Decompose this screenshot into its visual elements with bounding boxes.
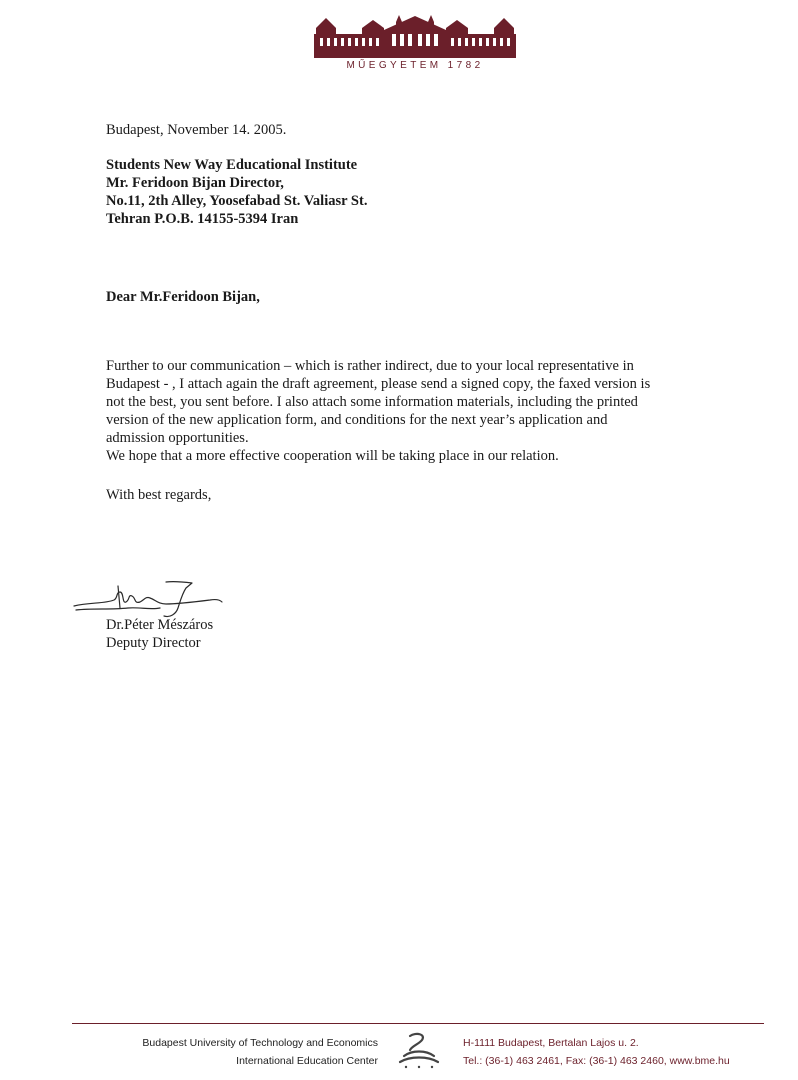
letterhead-logo-text: MŰEGYETEM 1782 bbox=[346, 60, 484, 71]
letter-body bbox=[106, 357, 666, 465]
signer-name: Dr.Péter Mészáros bbox=[106, 617, 214, 633]
letter-date: Budapest, November 14. 2005. bbox=[106, 122, 287, 138]
footer-address: H-1111 Budapest, Bertalan Lajos u. 2. bbox=[463, 1037, 639, 1049]
footer-center-name: International Education Center bbox=[236, 1055, 378, 1067]
bme-emblem-icon bbox=[396, 1030, 442, 1070]
recipient-line: Students New Way Educational Institute bbox=[106, 157, 358, 173]
footer-divider bbox=[72, 1023, 764, 1024]
recipient-line: Tehran P.O.B. 14155-5394 Iran bbox=[106, 211, 299, 227]
signer-title: Deputy Director bbox=[106, 635, 201, 651]
signer-block bbox=[106, 616, 213, 652]
recipient-line: Mr. Feridoon Bijan Director, bbox=[106, 175, 284, 191]
body-line: We hope that a more effective cooperation will be taking place in our relation. bbox=[106, 448, 559, 464]
footer-contact bbox=[463, 1034, 730, 1070]
recipient-address-block bbox=[106, 156, 367, 228]
footer-phone-fax-web: Tel.: (36-1) 463 2461, Fax: (36-1) 463 2460, www.bme.hu bbox=[463, 1055, 730, 1067]
body-line: Budapest - , I attach again the draft agreement, please send a signed copy, the faxed version is bbox=[106, 376, 651, 392]
footer-institution bbox=[100, 1034, 378, 1070]
recipient-line: No.11, 2th Alley, Yoosefabad St. Valiasr St. bbox=[106, 193, 368, 209]
salutation: Dear Mr.Feridoon Bijan, bbox=[106, 289, 260, 305]
body-line: version of the new application form, and conditions for the next year’s application and bbox=[106, 412, 608, 428]
footer-university-name: Budapest University of Technology and Economics bbox=[142, 1037, 378, 1049]
letter-closing: With best regards, bbox=[106, 487, 212, 503]
body-line: Further to our communication – which is rather indirect, due to your local representative in bbox=[106, 358, 634, 374]
body-line: not the best, you sent before. I also attach some information materials, including the printed bbox=[106, 394, 638, 410]
body-line: admission opportunities. bbox=[106, 430, 249, 446]
